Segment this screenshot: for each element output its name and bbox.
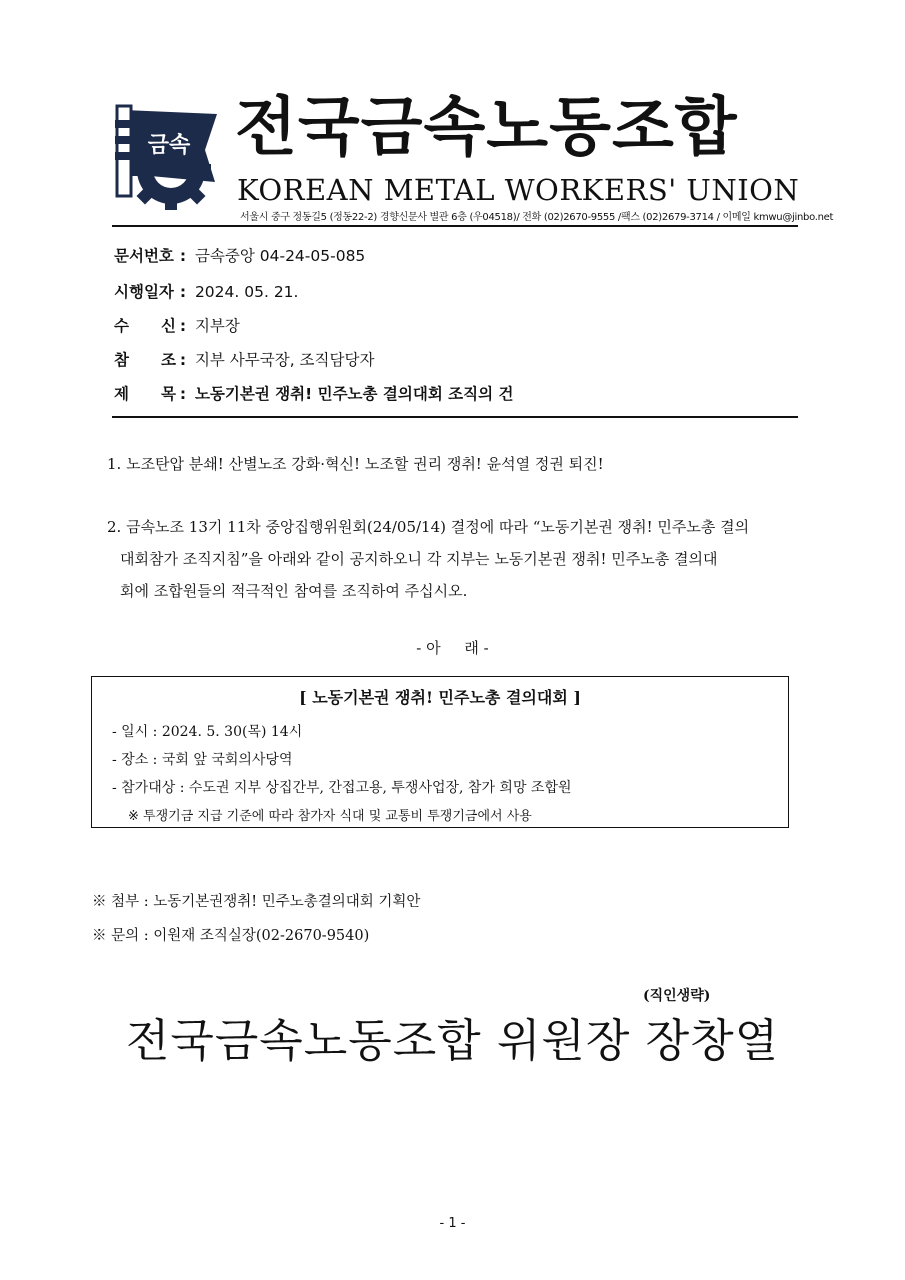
org-name-en: KOREAN METAL WORKERS' UNION	[237, 173, 800, 207]
date-value: 2024. 05. 21.	[194, 283, 299, 301]
doc-no-label: 문서번호	[114, 247, 174, 265]
colon: :	[179, 247, 187, 265]
event-note: ※ 투쟁기금 지급 기준에 따라 참가자 식대 및 교통비 투쟁기금에서 사용	[128, 809, 532, 824]
meta-doc-no	[114, 244, 365, 268]
item-1: 1. 노조탄압 분쇄! 산별노조 강화·혁신! 노조할 권리 쟁취! 윤석열 정권 퇴진!	[107, 455, 604, 473]
meta-rule	[112, 416, 798, 418]
attachment-note: ※ 첨부 : 노동기본권쟁취! 민주노총결의대회 기획안	[92, 894, 421, 910]
event-when: - 일시 : 2024. 5. 30(목) 14시	[112, 724, 303, 740]
subject-value: 노동기본권 쟁취! 민주노총 결의대회 조직의 건	[194, 385, 514, 403]
item-2-line-3: 회에 조합원들의 적극적인 참여를 조직하여 주십시오.	[120, 582, 468, 600]
meta-date	[114, 280, 298, 304]
below-heading: - 아 래 -	[416, 639, 489, 657]
item-2-line-2: 대회참가 조직지침”을 아래와 같이 공지하오니 각 지부는 노동기본권 쟁취! 민주노총 결의대	[120, 550, 718, 568]
event-participants: - 참가대상 : 수도권 지부 상집간부, 간접고용, 투쟁사업장, 참가 희망 조합원	[112, 780, 572, 796]
org-name: 전국금속노동조합	[235, 91, 738, 165]
cc-label: 참 조	[114, 351, 176, 369]
recipient-label: 수 신	[114, 317, 176, 335]
logo-text: 금속	[147, 133, 191, 158]
item-2-line-1: 2. 금속노조 13기 11차 중앙집행위원회(24/05/14) 결정에 따라 “노동기본권 쟁취! 민주노총 결의	[107, 518, 750, 536]
header-rule	[112, 225, 798, 227]
doc-no-value: 금속중앙 04-24-05-085	[194, 247, 366, 265]
meta-cc	[114, 348, 374, 372]
colon: :	[179, 283, 187, 301]
meta-recipient	[114, 314, 240, 338]
contact-note: ※ 문의 : 이원재 조직실장(02-2670-9540)	[92, 928, 370, 944]
seal-omitted-note: (직인생략)	[643, 988, 711, 1004]
event-where: - 장소 : 국회 앞 국회의사당역	[112, 752, 293, 768]
colon: :	[179, 351, 187, 369]
signer-name: 전국금속노동조합 위원장 장창열	[125, 1014, 780, 1067]
date-label: 시행일자	[114, 283, 174, 301]
subject-label: 제 목	[114, 385, 176, 403]
org-address: 서울시 중구 정동길5 (정동22-2) 경향신문사 별관 6층 (우04518)/ 전화 (02)2670-9555 /팩스 (02)2679-3714 / 이메일 kmwu@jinbo.net	[240, 212, 834, 223]
colon: :	[179, 317, 187, 335]
event-title: [ 노동기본권 쟁취! 민주노총 결의대회 ]	[299, 688, 581, 707]
meta-subject	[114, 382, 513, 406]
event-box	[91, 676, 789, 828]
cc-value: 지부 사무국장, 조직담당자	[194, 351, 375, 369]
page-number: - 1 -	[439, 1216, 466, 1231]
colon: :	[179, 385, 187, 403]
recipient-value: 지부장	[194, 317, 240, 335]
union-logo	[113, 102, 223, 210]
